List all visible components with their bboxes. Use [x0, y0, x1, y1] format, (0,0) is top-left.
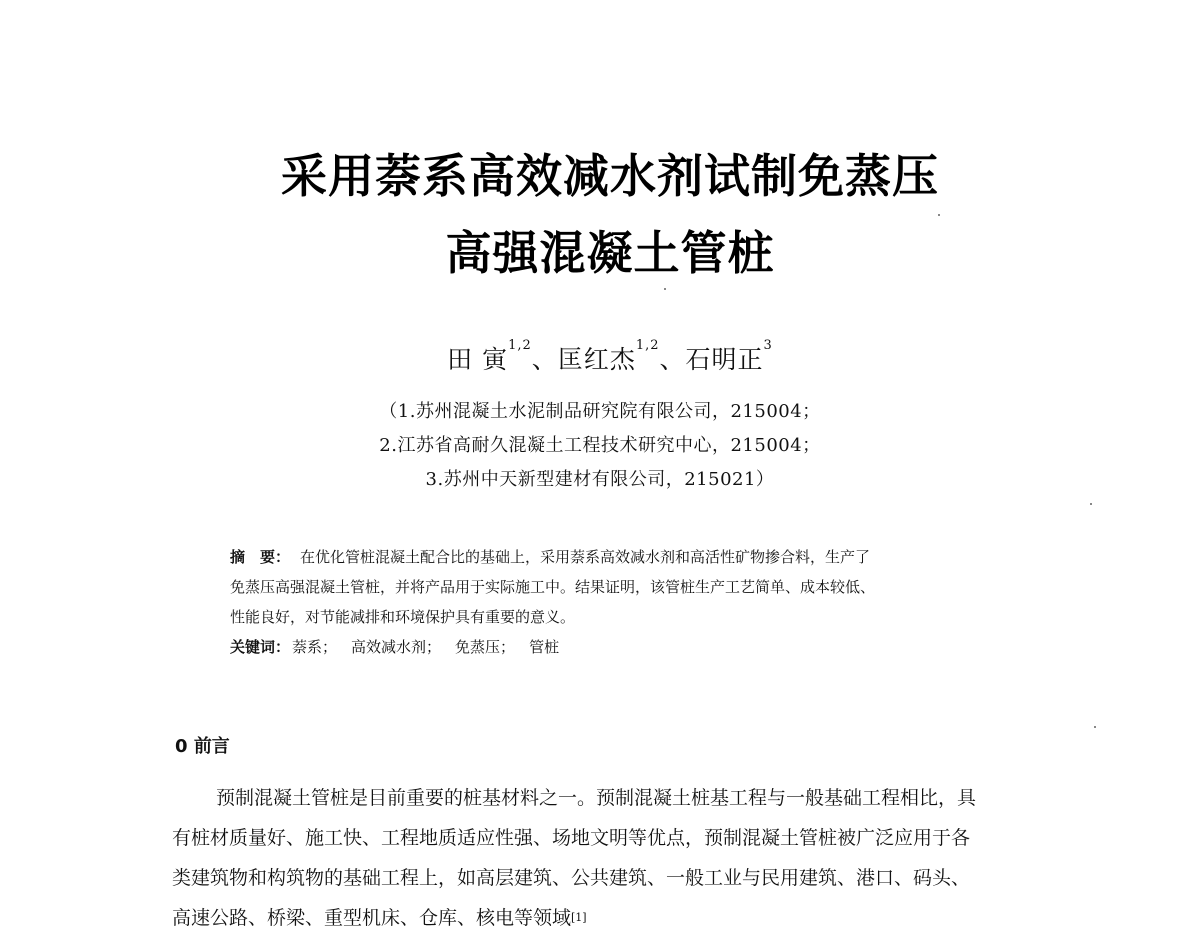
paper-title-line-2: 高强混凝土管桩 [445, 226, 775, 280]
keywords-label: 关键词： [230, 638, 291, 656]
abstract-text: 在优化管桩混凝土配合比的基础上，采用萘系高效减水剂和高活性矿物掺合料，生产了 [300, 548, 871, 566]
body-paragraph [172, 778, 1052, 938]
citation-mark: [1] [571, 911, 587, 924]
scan-speck [1090, 503, 1092, 505]
author-separator: 、 [659, 345, 686, 374]
abstract-block [230, 542, 1010, 662]
body-line-text: 高速公路、桥梁、重型机床、仓库、核电等领域 [172, 907, 572, 929]
paper-title-line-1: 采用萘系高效减水剂试制免蒸压 [281, 149, 939, 203]
keyword: 萘系； [292, 638, 338, 656]
author-list [0, 340, 1200, 376]
body-line: 类建筑物和构筑物的基础工程上，如高层建筑、公共建筑、一般工业与民用建筑、港口、码头、 [172, 867, 971, 889]
keywords-line [230, 632, 1010, 662]
body-line [172, 898, 1052, 938]
author-name: 匡红杰 [557, 345, 636, 374]
scan-speck [938, 214, 940, 216]
affiliation-line: 3.苏州中天新型建材有限公司，215021） [425, 469, 775, 490]
author-separator: 、 [531, 345, 558, 374]
author-affiliation-mark: 3 [763, 338, 773, 353]
author-affiliation-mark: 1,2 [508, 338, 532, 353]
section-title: 前言 [193, 736, 230, 757]
keyword: 管桩 [529, 638, 560, 656]
author-affiliation-mark: 1,2 [635, 338, 660, 353]
affiliation-line: 2.江苏省高耐久混凝土工程技术研究中心，215004； [379, 435, 821, 456]
affiliation-line: （1.苏州混凝土水泥制品研究院有限公司，215004； [379, 401, 821, 422]
abstract-line: 性能良好，对节能减排和环境保护具有重要的意义。 [230, 608, 576, 626]
abstract-line: 免蒸压高强混凝土管桩，并将产品用于实际施工中。结果证明，该管桩生产工艺简单、成本较低、 [230, 578, 876, 596]
body-line: 有桩材质量好、施工快、工程地质适应性强、场地文明等优点，预制混凝土管桩被广泛应用于各 [172, 827, 971, 849]
section-heading [175, 732, 230, 758]
section-number: 0 [175, 736, 188, 757]
author-name: 石明正 [685, 345, 764, 374]
author-name: 田 寅 [447, 345, 509, 374]
keyword: 免蒸压； [455, 638, 516, 656]
body-line: 预制混凝土管桩是目前重要的桩基材料之一。预制混凝土桩基工程与一般基础工程相比，具 [216, 787, 977, 809]
keyword: 高效减水剂； [351, 638, 442, 656]
scan-speck [1094, 726, 1096, 728]
scan-speck [664, 288, 666, 290]
abstract-label: 摘 要： [230, 548, 291, 566]
abstract-line [230, 542, 1010, 572]
